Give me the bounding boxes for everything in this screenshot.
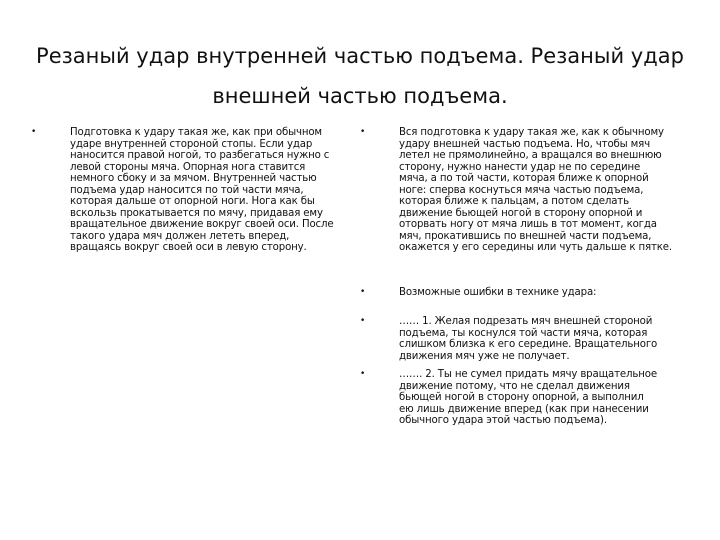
text-line: летел не прямолинейно, а вращался во внешнюю (399, 150, 662, 161)
title-line: внешней частью подъема. (212, 84, 508, 108)
bullet-icon: • (360, 287, 366, 297)
title-line: Резаный удар внутренней частью подъема. Резаный удар (36, 44, 684, 68)
text-line: немного сбоку и за мячом. Внутренней частью (70, 173, 317, 184)
text-line: вскользь прокатывается по мячу, придавая ему (70, 207, 323, 219)
text-line: ударе внутренней стороной стопы. Если удар (70, 138, 313, 150)
bullet-item (31, 127, 334, 254)
bullet-icon: • (360, 127, 366, 137)
text-line: ……. 2. Ты не сумел придать мячу вращательное (399, 369, 657, 380)
text-line: сторону, нужно нанести удар не по середине (399, 161, 641, 173)
text-line: оторвать ногу от мяча лишь в тот момент, когда (399, 219, 657, 230)
text-line: движение бьющей ногой в сторону опорной и (399, 207, 643, 219)
text-line: Вся подготовка к удару такая же, как к обычному (399, 127, 664, 138)
text-line: слишком близка к его середине. Вращательного (399, 339, 658, 350)
text-line: подъема, ты коснулся той части мяча, которая (399, 327, 648, 339)
bullet-icon: • (360, 316, 366, 326)
text-line: ноге: сперва коснуться мяча частью подъема, (399, 184, 644, 196)
text-line: вращаясь вокруг своей оси в левую сторону. (70, 242, 307, 253)
text-line: движения мяч уже не получает. (399, 350, 570, 362)
text-line: наносится правой ногой, то разбегаться нужно с (70, 150, 330, 161)
slide-title (0, 36, 720, 116)
text-line: которая ближе к пальцам, а потом сделать (399, 196, 629, 207)
bullet-icon: • (31, 127, 37, 137)
text-line: Подготовка к удару такая же, как при обычном (70, 127, 322, 138)
bullet-item (360, 316, 658, 362)
text-line: вращательное движение вокруг своей оси. После (70, 219, 334, 230)
text-line: подъема удар наносится по той части мяча, (70, 184, 304, 196)
text-line: которая дальше от опорной ноги. Нога как бы (70, 196, 315, 207)
text-line: левой стороны мяча. Опорная нога ставится (70, 161, 306, 173)
text-line: ею лишь движение вперед (как при нанесении (399, 403, 649, 415)
text-line: обычного удара этой частью подъема). (399, 415, 607, 426)
bullet-item (360, 127, 672, 254)
text-line: Возможные ошибки в технике удара: (399, 287, 597, 298)
text-line: …… 1. Желая подрезать мяч внешней стороной (399, 316, 653, 327)
text-line: такого удара мяч должен лететь вперед, (70, 230, 290, 242)
text-line: мяча, а по той части, которая ближе к опорной (399, 173, 649, 184)
text-line: удару внешней частью подъема. Но, чтобы мяч (399, 138, 651, 150)
bullet-item (360, 287, 597, 299)
text-line: бьющей ногой в сторону опорной, а выполнил (399, 392, 644, 403)
bullet-item (360, 369, 657, 427)
bullet-icon: • (360, 369, 366, 379)
text-line: движение потому, что не сделал движения (399, 380, 630, 392)
text-line: мяч, прокатившись по внешней части подъема, (399, 230, 652, 242)
text-line: окажется у его середины или чуть дальше к пятке. (399, 242, 672, 253)
